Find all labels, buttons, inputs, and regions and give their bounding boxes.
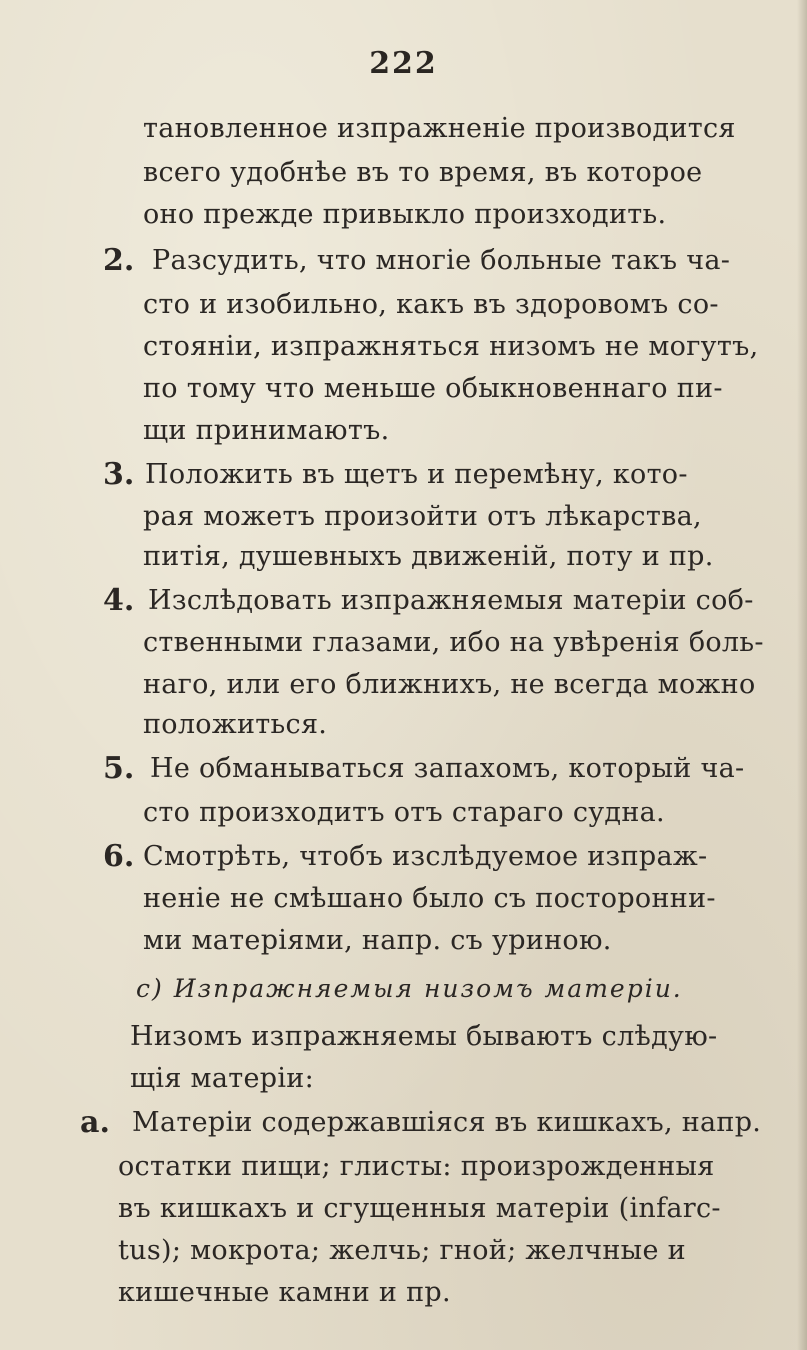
list-marker: 6. <box>103 839 135 874</box>
text-line: стояніи, изпражняться низомъ не могутъ, <box>143 331 759 362</box>
section-heading: c) Изпражняемыя низомъ матеріи. <box>136 974 683 1003</box>
list-marker: 3. <box>103 457 135 492</box>
page-edge-shadow <box>797 0 807 1350</box>
page-number: 222 <box>369 46 438 81</box>
text-line: остатки пищи; глисты: произрожденныя <box>118 1151 715 1182</box>
text-line: Изслѣдовать изпражняемыя матеріи соб- <box>148 585 754 616</box>
text-line: Низомъ изпражняемы бываютъ слѣдую- <box>130 1021 718 1052</box>
text-line: рая можетъ произойти отъ лѣкарства, <box>143 501 702 532</box>
text-line: Разсудить, что многіе больные такъ ча- <box>152 245 731 276</box>
text-line: Матеріи содержавшіяся въ кишкахъ, напр. <box>132 1107 762 1138</box>
list-marker: 2. <box>103 243 135 278</box>
list-marker: 4. <box>103 583 135 618</box>
text-line: щія матеріи: <box>130 1063 314 1094</box>
text-line: сто произходитъ отъ стараго судна. <box>143 797 665 828</box>
text-line: кишечные камни и пр. <box>118 1277 451 1308</box>
text-line: tus); мокрота; желчь; гной; желчные и <box>118 1235 686 1266</box>
text-line: наго, или его ближнихъ, не всегда можно <box>143 669 756 700</box>
text-line: щи принимаютъ. <box>143 415 390 446</box>
text-line: ственными глазами, ибо на увѣренія боль- <box>143 627 764 658</box>
text-line: тановленное изпражненіе производится <box>143 113 736 144</box>
text-line: всего удобнѣе въ то время, въ которое <box>143 157 703 188</box>
text-line: по тому что меньше обыкновеннаго пи- <box>143 373 723 404</box>
list-marker: a. <box>80 1105 110 1140</box>
text-line: Не обманываться запахомъ, который ча- <box>150 753 745 784</box>
list-marker: 5. <box>103 751 135 786</box>
text-line: положиться. <box>143 709 328 740</box>
text-line: въ кишкахъ и сгущенныя матеріи (infarc- <box>118 1193 721 1224</box>
text-line: сто и изобильно, какъ въ здоровомъ со- <box>143 289 719 320</box>
text-line: Положить въ щетъ и перемѣну, кото- <box>145 459 688 490</box>
text-line: неніе не смѣшано было съ посторонни- <box>143 883 716 914</box>
text-line: ми матеріями, напр. съ уриною. <box>143 925 612 956</box>
text-line: питія, душевныхъ движеній, поту и пр. <box>143 541 714 572</box>
text-line: Смотрѣть, чтобъ изслѣдуемое изпраж- <box>143 841 708 872</box>
text-line: оно прежде привыкло произходить. <box>143 199 667 230</box>
